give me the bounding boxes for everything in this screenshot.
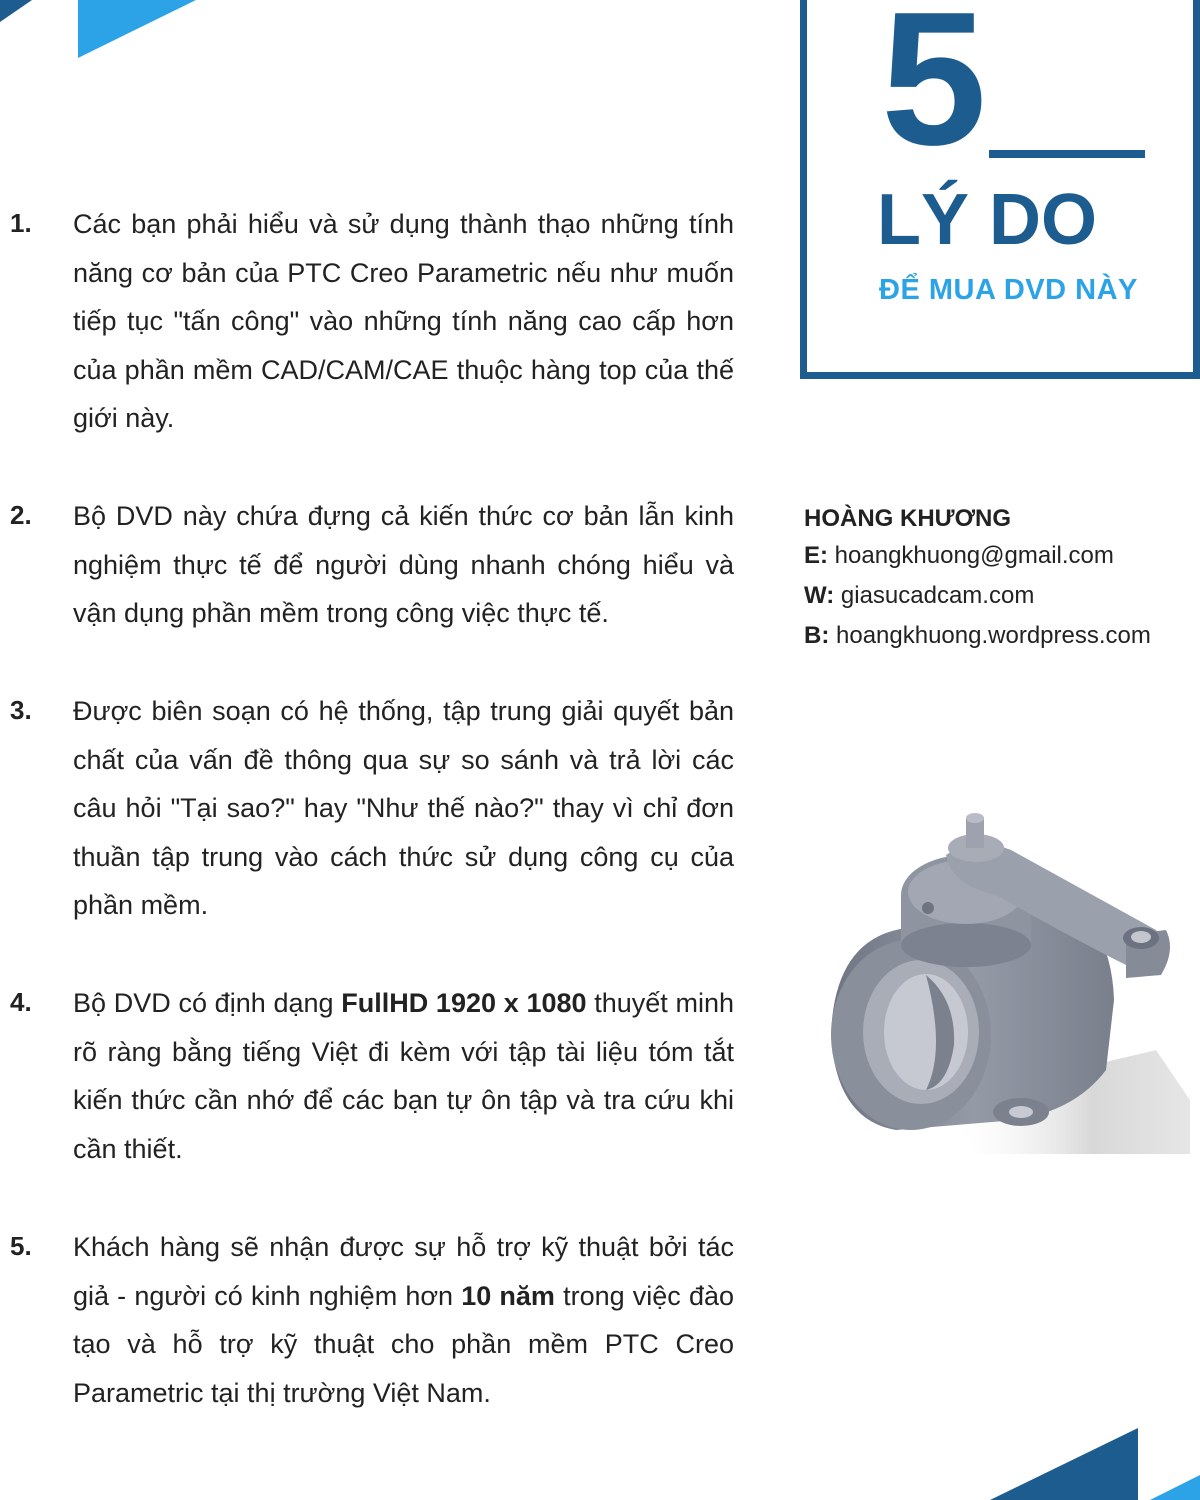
author-email-row	[804, 536, 1194, 576]
author-blog-link[interactable]: hoangkhuong.wordpress.com	[836, 622, 1151, 649]
title-number-underline	[989, 150, 1145, 158]
author-block	[804, 502, 1194, 656]
title-box	[800, 0, 1200, 379]
reason-number: 5.	[10, 1231, 32, 1261]
title-number: 5	[881, 0, 983, 185]
title-heading: LÝ DO	[877, 180, 1098, 260]
reason-text: Bộ DVD có định dạng FullHD 1920 x 1080 thuyết minh rõ ràng bằng tiếng Việt đi kèm với tập tài liệu tóm tắt kiến thức cần nhớ để các bạn tự ôn tập và tra cứu khi cần thiết.	[73, 988, 735, 1164]
highlight-years: 10 năm	[461, 1280, 555, 1311]
corner-decoration-bottom-right	[990, 1420, 1200, 1500]
author-blog-row	[804, 616, 1194, 656]
reason-number: 4.	[10, 987, 32, 1017]
email-key: E:	[804, 542, 828, 569]
reason-number: 1.	[10, 208, 32, 238]
reason-text: Các bạn phải hiểu và sử dụng thành thạo những tính năng cơ bản của PTC Creo Parametric nếu như muốn tiếp tục "tấn công" vào những tính năng cao cấp hơn của phần mềm CAD/CAM/CAE thuộc hàng top của thế giới này.	[73, 209, 734, 434]
author-web-row	[804, 576, 1194, 616]
reason-number: 3.	[10, 695, 32, 725]
author-email-link[interactable]: hoangkhuong@gmail.com	[834, 542, 1114, 569]
reason-text: Được biên soạn có hệ thống, tập trung giải quyết bản chất của vấn đề thông qua sự so sánh và trả lời các câu hỏi "Tại sao?" hay "Như thế nào?" thay vì chỉ đơn thuần tập trung vào cách thức sử dụng công cụ của phần mềm.	[73, 696, 734, 921]
author-name: HOÀNG KHƯƠNG	[804, 505, 1012, 532]
web-key: W:	[804, 582, 835, 609]
reason-text: Bộ DVD này chứa đựng cả kiến thức cơ bản lẫn kinh nghiệm thực tế để người dùng nhanh chóng hiểu và vận dụng phần mềm trong công việc thực tế.	[73, 501, 734, 629]
highlight-format: FullHD 1920 x 1080	[341, 988, 587, 1018]
title-subheading: ĐỂ MUA DVD NÀY	[879, 274, 1138, 306]
cad-part-image	[826, 800, 1196, 1160]
corner-decoration-top-left	[0, 0, 200, 60]
blog-key: B:	[804, 622, 830, 649]
author-web-link[interactable]: giasucadcam.com	[840, 582, 1035, 609]
reason-text: Khách hàng sẽ nhận được sự hỗ trợ kỹ thuật bởi tác giả - người có kinh nghiệm hơn 10 năm trong việc đào tạo và hỗ trợ kỹ thuật cho phần mềm PTC Creo Parametric tại thị trường Việt Nam.	[73, 1232, 734, 1408]
reason-number: 2.	[10, 500, 32, 530]
